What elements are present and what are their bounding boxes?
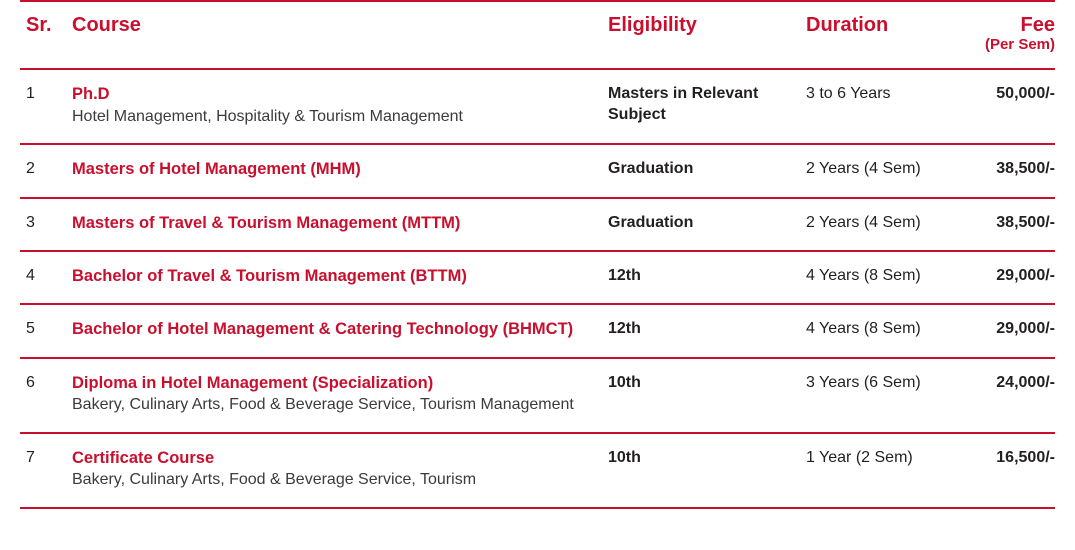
cell-duration: 4 Years (8 Sem) (806, 251, 958, 304)
column-header-sr: Sr. (20, 1, 72, 69)
table-header-row (20, 1, 1055, 69)
cell-sr: 7 (20, 433, 72, 508)
course-title[interactable]: Ph.D (72, 85, 110, 104)
cell-eligibility: Masters in Relevant Subject (608, 69, 806, 144)
cell-course (72, 198, 608, 251)
cell-duration: 3 Years (6 Sem) (806, 358, 958, 433)
cell-sr: 6 (20, 358, 72, 433)
course-title[interactable]: Bachelor of Hotel Management & Catering Technology (BHMCT) (72, 320, 574, 339)
column-header-fee-sublabel: (Per Sem) (984, 36, 1055, 54)
cell-duration: 2 Years (4 Sem) (806, 144, 958, 197)
cell-course (72, 304, 608, 357)
cell-sr: 5 (20, 304, 72, 357)
cell-sr: 3 (20, 198, 72, 251)
cell-fee: 38,500/- (958, 198, 1055, 251)
cell-eligibility: 12th (608, 251, 806, 304)
column-header-fee (958, 1, 1055, 69)
cell-course (72, 251, 608, 304)
table-row (20, 198, 1055, 251)
table-row (20, 144, 1055, 197)
cell-duration: 4 Years (8 Sem) (806, 304, 958, 357)
table-row (20, 251, 1055, 304)
table-row (20, 69, 1055, 144)
cell-eligibility: Graduation (608, 144, 806, 197)
course-specializations: Bakery, Culinary Arts, Food & Beverage Service, Tourism Management (72, 396, 574, 414)
course-specializations: Bakery, Culinary Arts, Food & Beverage Service, Tourism (72, 471, 477, 489)
table-row (20, 358, 1055, 433)
cell-sr: 1 (20, 69, 72, 144)
column-header-course: Course (72, 1, 608, 69)
table-row (20, 304, 1055, 357)
course-title[interactable]: Bachelor of Travel & Tourism Management (BTTM) (72, 266, 467, 285)
cell-eligibility: 12th (608, 304, 806, 357)
cell-eligibility: 10th (608, 358, 806, 433)
column-header-eligibility: Eligibility (608, 1, 806, 69)
course-title[interactable]: Masters of Travel & Tourism Management (MTTM) (72, 213, 461, 232)
cell-sr: 4 (20, 251, 72, 304)
cell-fee: 50,000/- (958, 69, 1055, 144)
cell-fee: 29,000/- (958, 304, 1055, 357)
cell-fee: 29,000/- (958, 251, 1055, 304)
course-title[interactable]: Certificate Course (72, 448, 215, 467)
cell-duration: 3 to 6 Years (806, 69, 958, 144)
cell-fee: 16,500/- (958, 433, 1055, 508)
cell-sr: 2 (20, 144, 72, 197)
cell-eligibility: Graduation (608, 198, 806, 251)
course-specializations: Hotel Management, Hospitality & Tourism Management (72, 107, 463, 125)
table-row (20, 433, 1055, 508)
table-body (20, 69, 1055, 507)
cell-duration: 2 Years (4 Sem) (806, 198, 958, 251)
cell-duration: 1 Year (2 Sem) (806, 433, 958, 508)
course-title[interactable]: Diploma in Hotel Management (Specialization) (72, 373, 434, 392)
cell-eligibility: 10th (608, 433, 806, 508)
course-title[interactable]: Masters of Hotel Management (MHM) (72, 160, 361, 179)
column-header-fee-label: Fee (1020, 14, 1055, 36)
course-table (20, 0, 1055, 509)
table-header (20, 1, 1055, 69)
cell-fee: 24,000/- (958, 358, 1055, 433)
cell-course (72, 358, 608, 433)
cell-course (72, 433, 608, 508)
cell-course (72, 144, 608, 197)
cell-course (72, 69, 608, 144)
column-header-duration: Duration (806, 1, 958, 69)
cell-fee: 38,500/- (958, 144, 1055, 197)
